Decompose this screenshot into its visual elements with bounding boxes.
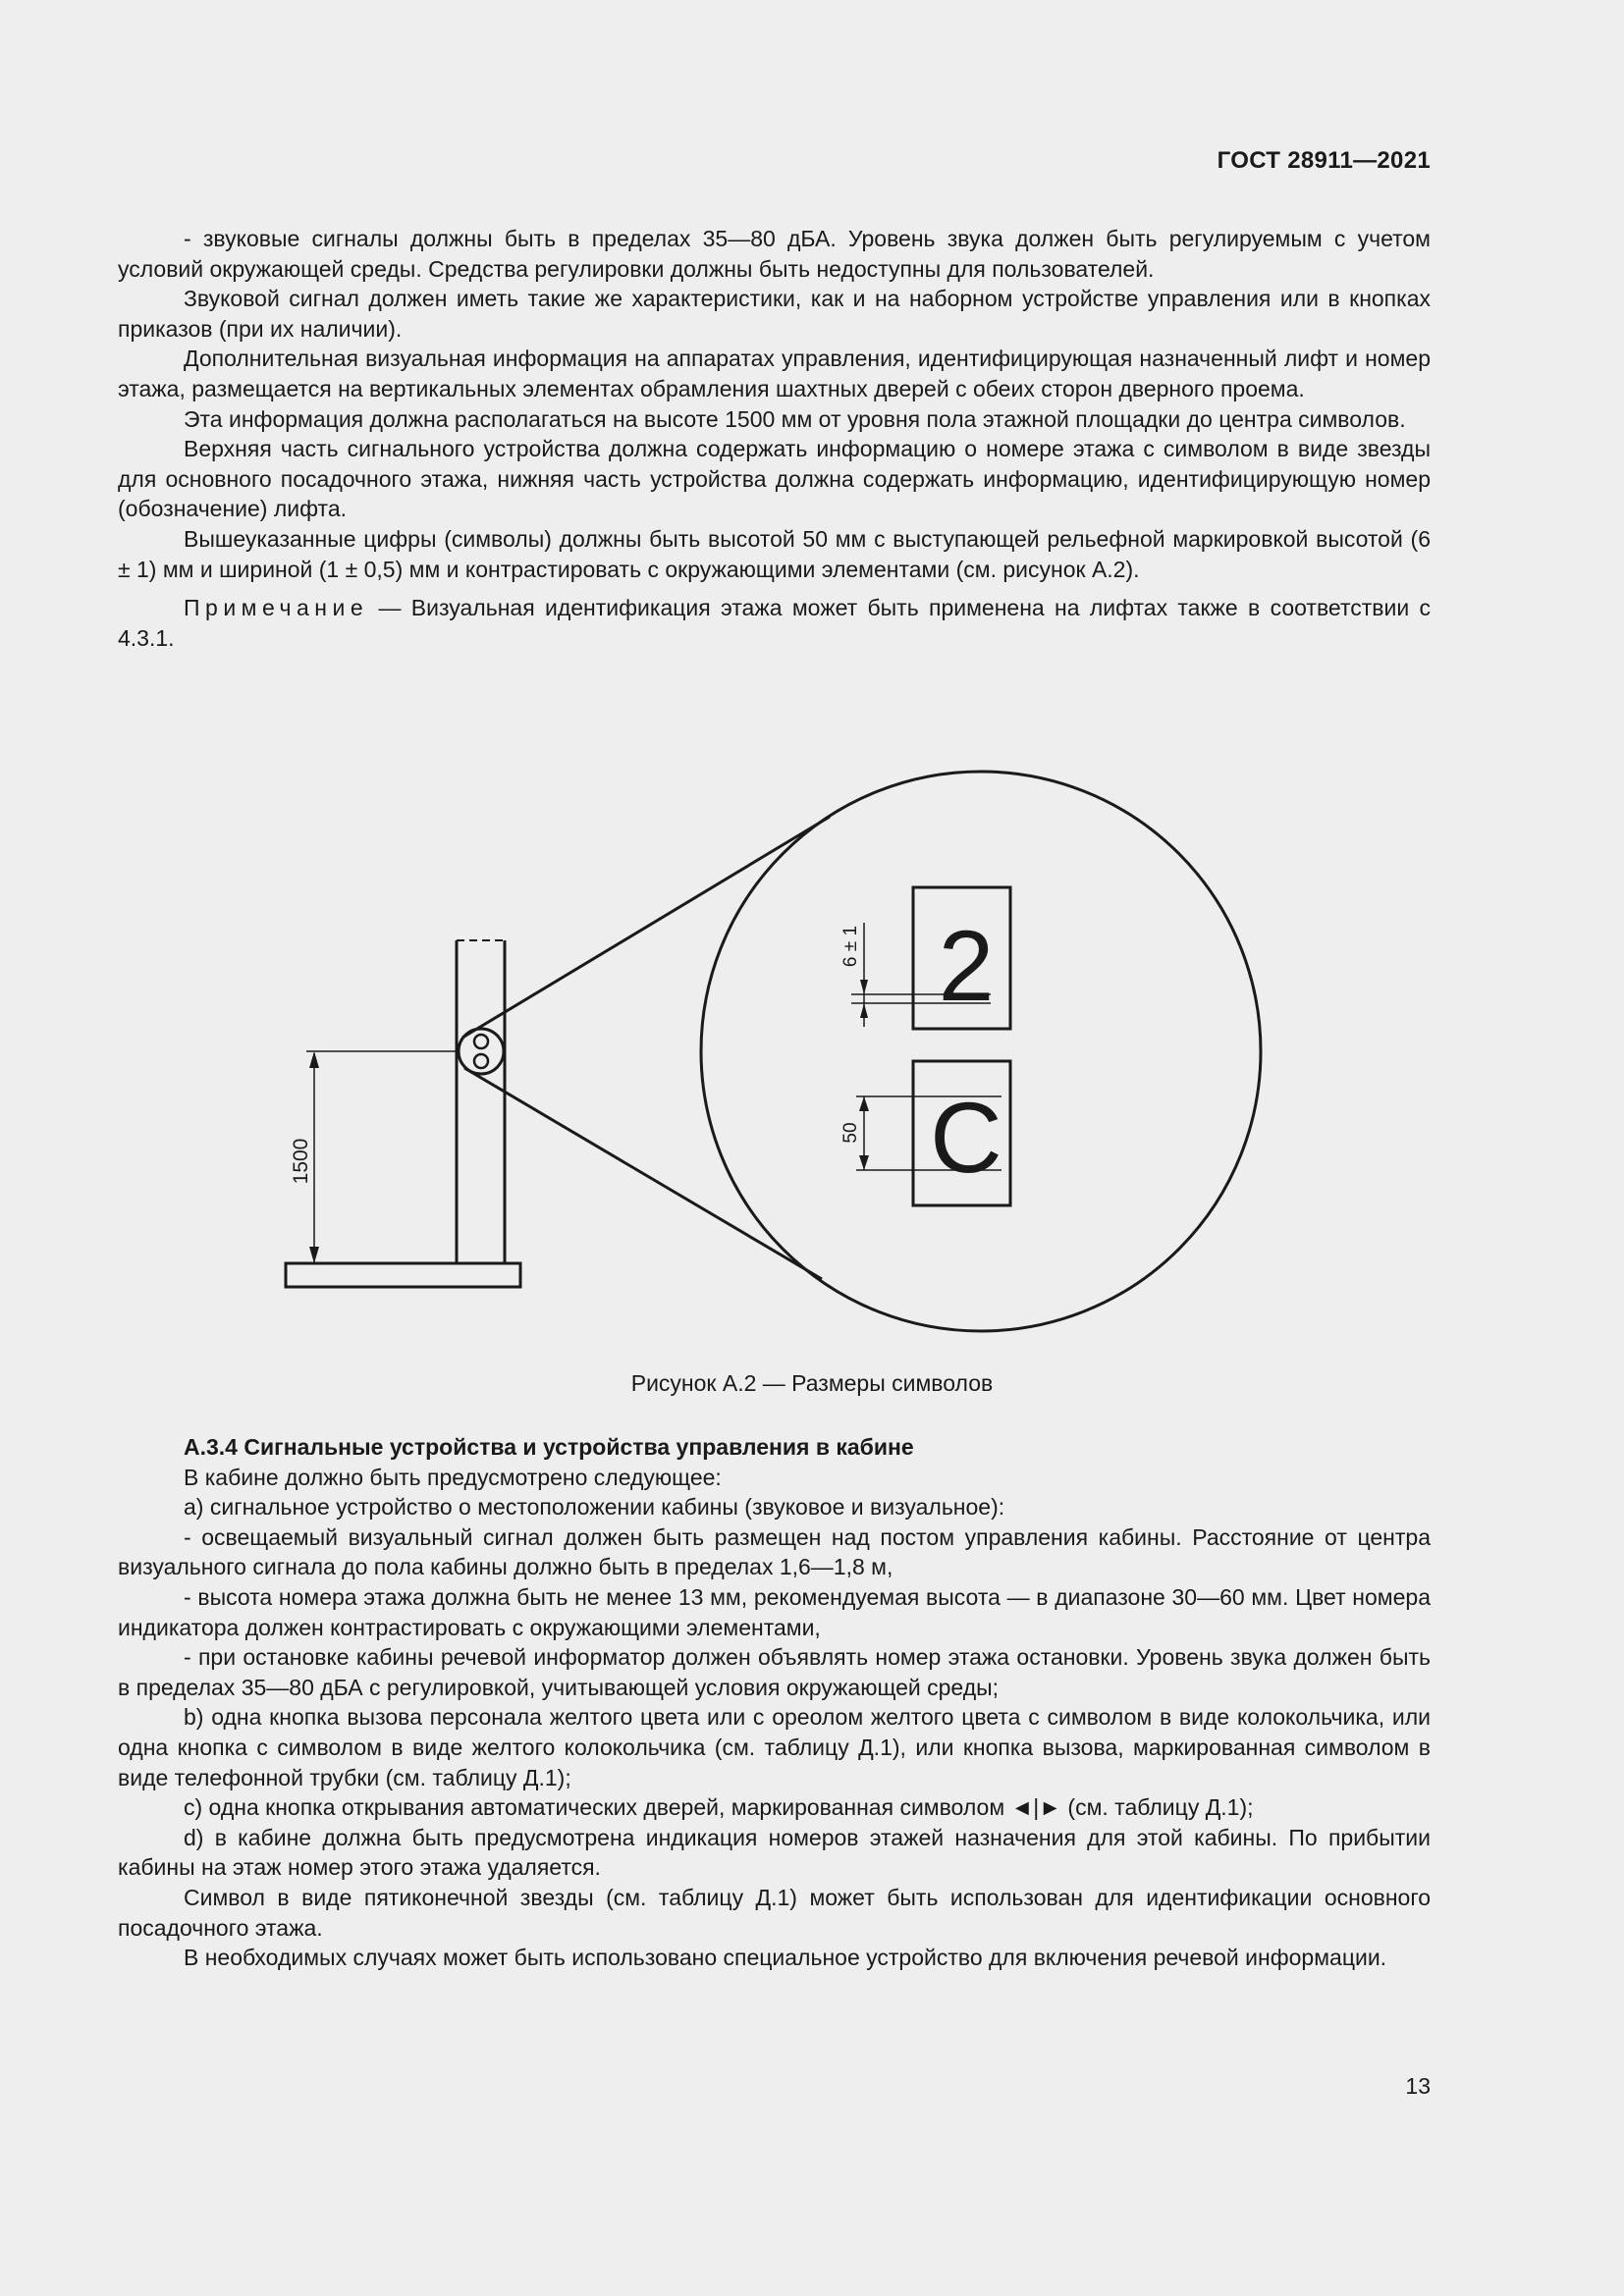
tangent-bottom bbox=[464, 1068, 822, 1279]
paragraph: - при остановке кабины речевой информатор должен объявлять номер этажа остановки. Уровень звука должен быть в пределах 35—80 дБА с регулировкой, учитывающей условия окружающей среды; bbox=[118, 1644, 1431, 1700]
paragraph: Вышеуказанные цифры (символы) должны быть высотой 50 мм с выступающей рельефной маркировкой высотой (6 ± 1) мм и шириной (1 ± 0,5) мм и контрастировать с окружающими элементами (см. рисунок А.2). bbox=[118, 525, 1431, 582]
note-label: Примечание bbox=[184, 595, 369, 621]
arrow-50-top bbox=[859, 1096, 869, 1111]
paragraph: Звуковой сигнал должен иметь такие же характеристики, как и на наборном устройстве управления или в кнопках приказов (при их наличии). bbox=[118, 286, 1431, 342]
figure-caption: Рисунок А.2 — Размеры символов bbox=[630, 1370, 994, 1396]
paragraph: В кабине должно быть предусмотрено следующее: bbox=[184, 1464, 722, 1490]
note-text: — Визуальная идентификация этажа может быть применена на лифтах также в соответствии с 4.3.1. bbox=[118, 595, 1431, 651]
arrow-50-bottom bbox=[859, 1155, 869, 1170]
paragraph: Дополнительная визуальная информация на аппаратах управления, идентифицирующая назначенный лифт и номер этажа, размещается на вертикальных элементах обрамления шахтных дверей с обеих сторон дверного проема. bbox=[118, 346, 1431, 401]
detail-symbol-top bbox=[474, 1035, 488, 1048]
arrow-1500-top bbox=[309, 1051, 319, 1068]
tangent-top bbox=[462, 817, 830, 1038]
paragraph: В необходимых случаях может быть использовано специальное устройство для включения речевой информации. bbox=[184, 1945, 1387, 1971]
dim-relief-label: 6 ± 1 bbox=[840, 925, 861, 968]
standard-code: ГОСТ 28911—2021 bbox=[1217, 147, 1431, 174]
paragraph: Верхняя часть сигнального устройства должна содержать информацию о номере этажа с символом в виде звезды для основного посадочного этажа, нижняя часть устройства должна содержать информацию, идентифицирующую номер (обозначение) лифта. bbox=[118, 436, 1431, 522]
paragraph: а) сигнальное устройство о местоположении кабины (звуковое и визуальное): bbox=[184, 1494, 1005, 1521]
paragraph: d) в кабине должна быть предусмотрена индикация номеров этажей назначения для этой кабины. По прибытии кабины на этаж номер этого этажа удаляется. bbox=[118, 1824, 1431, 1881]
arrow-relief-bottom bbox=[860, 1003, 868, 1018]
paragraph: Эта информация должна располагаться на высоте 1500 мм от уровня пола этажной площадки до центра символов. bbox=[184, 405, 1406, 432]
floor-symbol-digit: 2 bbox=[938, 910, 995, 1022]
magnified-circle bbox=[701, 772, 1261, 1331]
section-block bbox=[118, 1432, 1431, 1973]
paragraph: - высота номера этажа должна быть не менее 13 мм, рекомендуемая высота — в диапазоне 30—60 мм. Цвет номера индикатора должен контрастировать с окружающими элементами, bbox=[118, 1583, 1431, 1640]
arrow-1500-bottom bbox=[309, 1247, 319, 1263]
floor-plate bbox=[286, 1263, 520, 1287]
section-heading: А.3.4 Сигнальные устройства и устройства управления в кабине bbox=[184, 1434, 914, 1460]
paragraph: c) одна кнопка открывания автоматических дверей, маркированная символом ◄|► (см. таблицу Д.1); bbox=[184, 1794, 1254, 1821]
dim-50-label: 50 bbox=[840, 1122, 861, 1144]
lift-symbol-letter: C bbox=[930, 1082, 1002, 1194]
dim-1500-label: 1500 bbox=[290, 1138, 312, 1185]
paragraph: b) одна кнопка вызова персонала желтого цвета или с ореолом желтого цвета с символом в виде колокольчика, или одна кнопка с символом в виде желтого колокольчика (см. таблицу Д.1), или кнопка вызова, маркированная символом в виде телефонной трубки (см. таблицу Д.1); bbox=[118, 1704, 1431, 1790]
paragraph: - освещаемый визуальный сигнал должен быть размещен над постом управления кабины. Расстояние от центра визуального сигнала до пола кабины должно быть в пределах 1,6—1,8 м, bbox=[118, 1523, 1431, 1580]
detail-symbol-bottom bbox=[474, 1054, 488, 1068]
page-number: 13 bbox=[1405, 2073, 1431, 2099]
arrow-relief-top bbox=[860, 980, 868, 994]
paragraph: Символ в виде пятиконечной звезды (см. таблицу Д.1) может быть использован для идентификации основного посадочного этажа. bbox=[118, 1884, 1431, 1941]
paragraph: - звуковые сигналы должны быть в пределах 35—80 дБА. Уровень звука должен быть регулируемым с учетом условий окружающей среды. Средства регулировки должны быть недоступны для пользователей. bbox=[118, 226, 1431, 282]
